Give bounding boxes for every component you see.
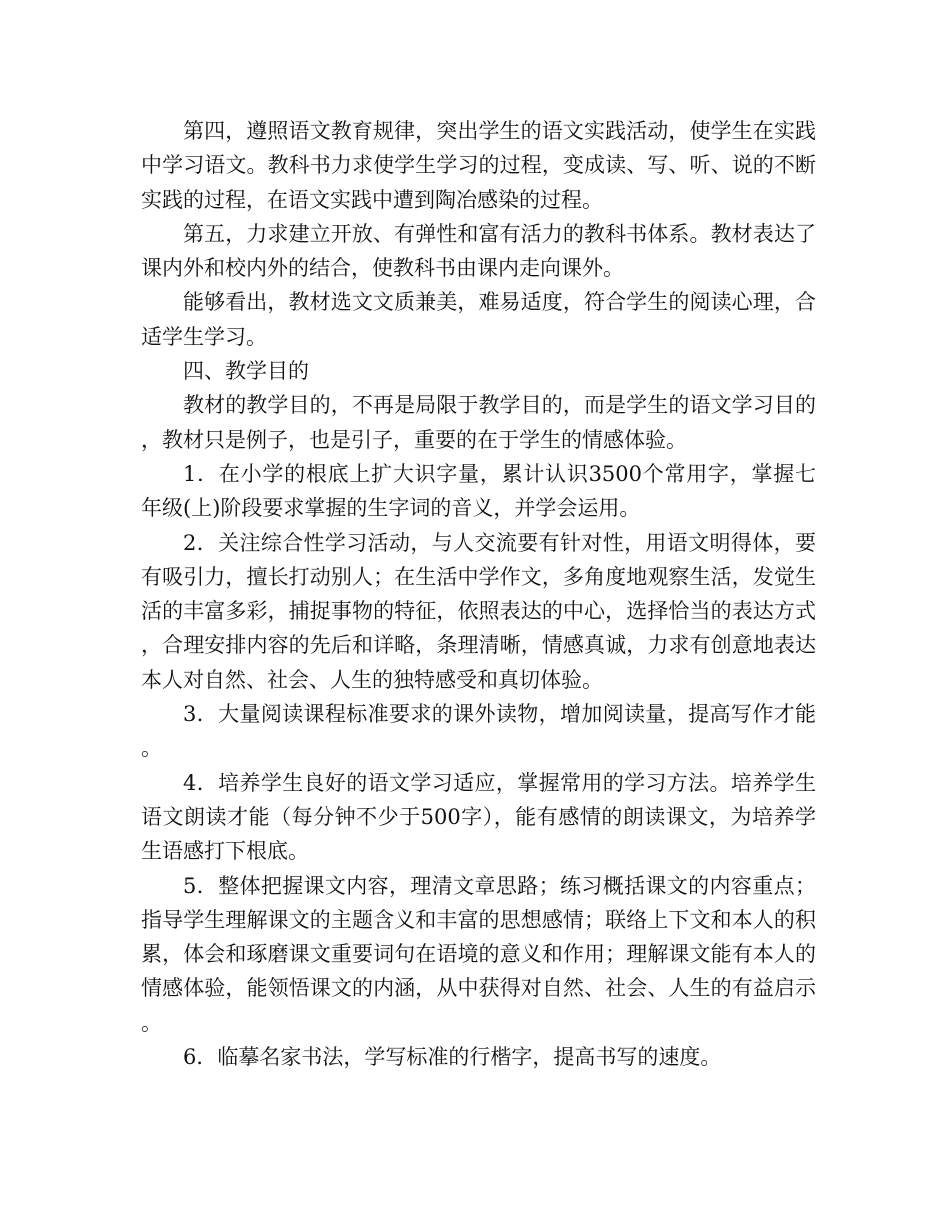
list-item-goal-4: 4．培养学生良好的语文学习适应，掌握常用的学习方法。培养学生语文朗读才能（每分钟不少于500字），能有感情的朗读课文，为培养学生语感打下根底。 [141,770,816,864]
section-heading-teaching-goals: 四、教学目的 [183,359,309,384]
paragraph-principle-four: 第四，遵照语文教育规律，突出学生的语文实践活动，使学生在实践中学习语文。教科书力求使学生学习的过程，变成读、写、听、说的不断实践的过程，在语文实践中遭到陶冶感染的过程。 [141,119,816,212]
list-item-goal-6: 6．临摹名家书法，学写标准的行楷字，提高书写的速度。 [183,1045,722,1070]
paragraph-goals-intro: 教材的教学目的，不再是局限于教学目的，而是学生的语文学习目的，教材只是例子，也是引子，重要的在于学生的情感体验。 [141,393,816,452]
paragraph-summary: 能够看出，教材选文文质兼美，难易适度，符合学生的阅读心理，合适学生学习。 [141,290,816,349]
list-item-goal-1: 1．在小学的根底上扩大识字量，累计认识3500个常用字，掌握七年级(上)阶段要求掌握的生字词的音义，并学会运用。 [141,461,816,521]
list-item-goal-3: 3．大量阅读课程标准要求的课外读物，增加阅读量，提高写作才能。 [141,702,816,761]
document-body [141,114,816,1074]
list-item-goal-2: 2．关注综合性学习活动，与人交流要有针对性，用语文明得体，要有吸引力，擅长打动别人；在生活中学作文，多角度地观察生活，发觉生活的丰富多彩，捕捉事物的特征，依照表达的中心，选择恰当的表达方式，合理安排内容的先后和详略，条理清晰，情感真诚，力求有创意地表达本人对自然、社会、人生的独特感受和真切体验。 [141,530,816,692]
paragraph-principle-five: 第五，力求建立开放、有弹性和富有活力的教科书体系。教材表达了课内外和校内外的结合，使教科书由课内走向课外。 [141,221,816,281]
list-item-goal-5: 5．整体把握课文内容，理清文章思路；练习概括课文的内容重点；指导学生理解课文的主题含义和丰富的思想感情；联络上下文和本人的积累，体会和琢磨课文重要词句在语境的意义和作用；理解课文能有本人的情感体验，能领悟课文的内涵，从中获得对自然、社会、人生的有益启示。 [141,873,816,1035]
